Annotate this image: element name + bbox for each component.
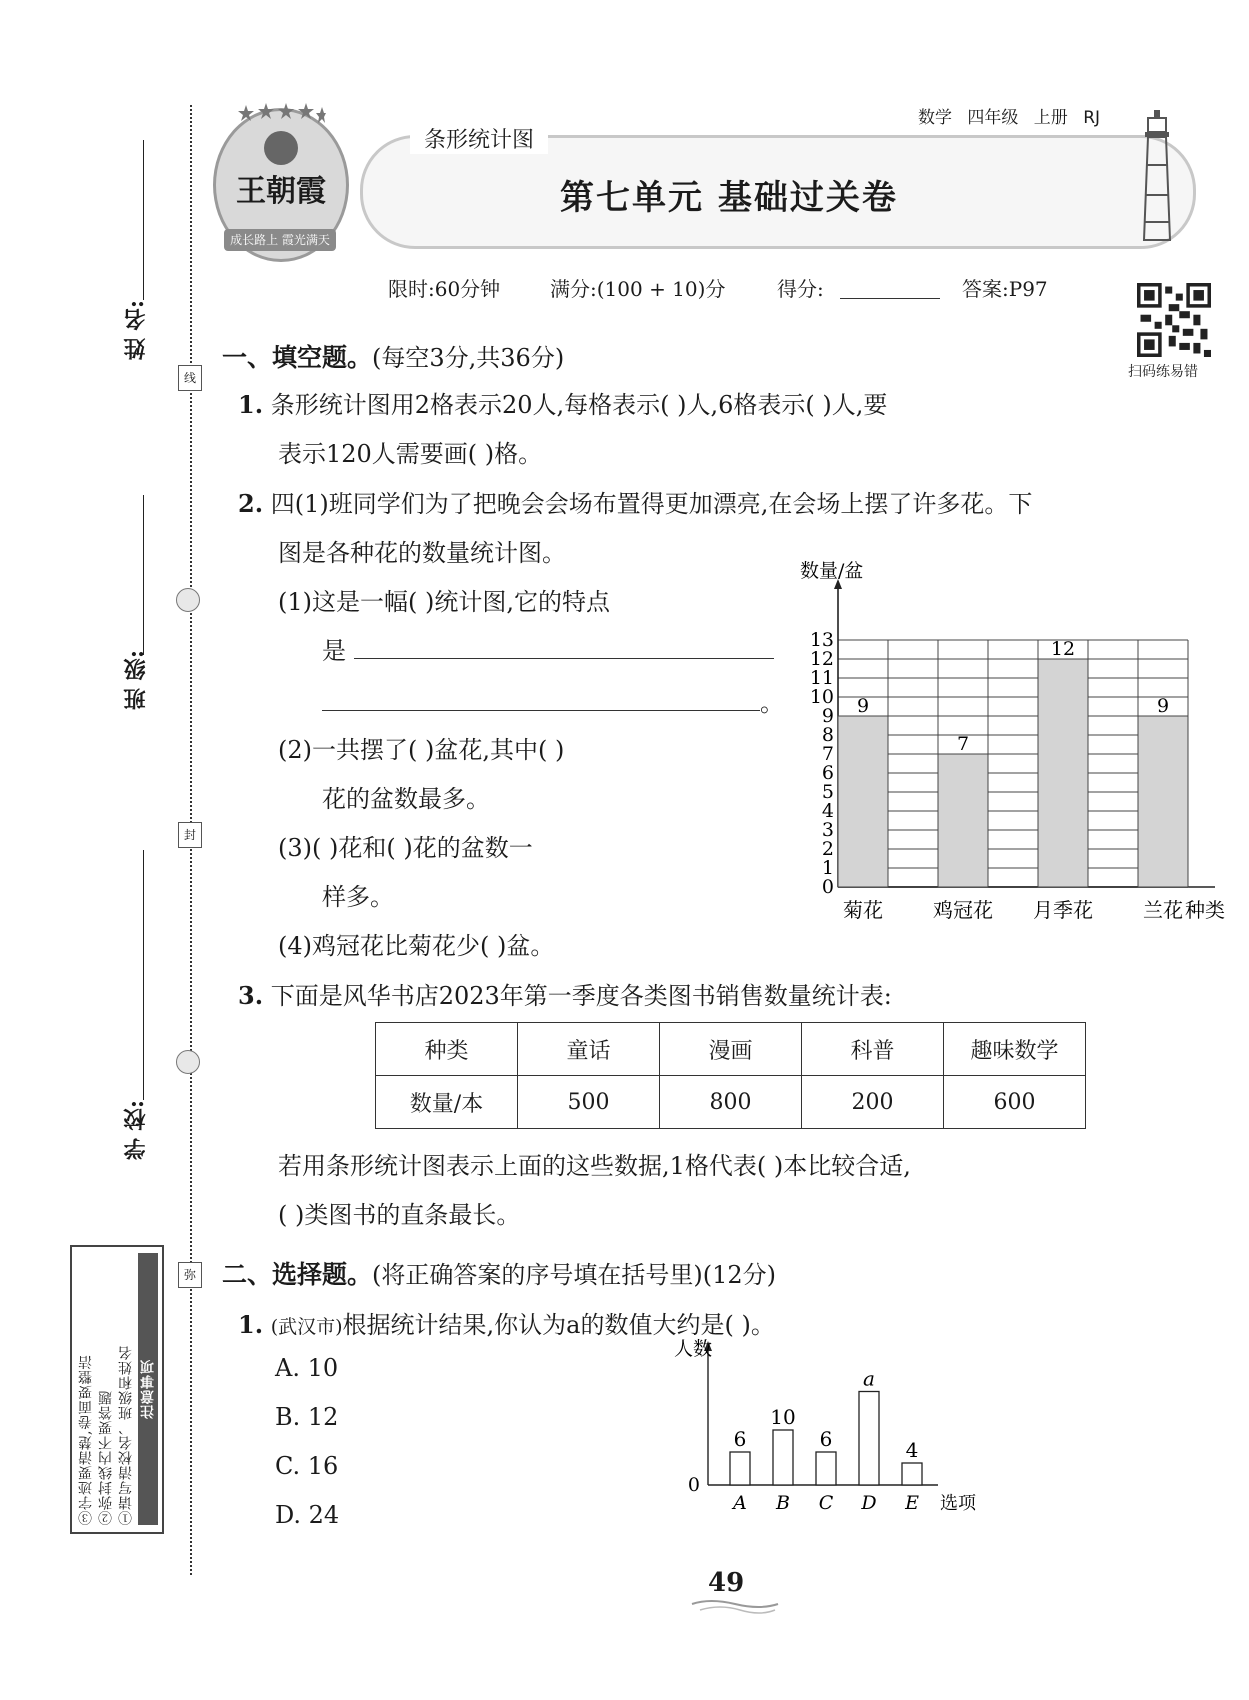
- bar-value-label: 6: [819, 1427, 833, 1451]
- q2-part2-a: (2)一共摆了( )盆花,其中( ): [278, 736, 565, 764]
- x-tick-label: 鸡冠花: [933, 898, 993, 922]
- table-header-cell: 童话: [518, 1023, 660, 1076]
- full-score: 满分:(100 + 10)分: [550, 277, 726, 301]
- s2-q1-text: 根据统计结果,你认为a的数值大约是( )。: [342, 1311, 775, 1339]
- q2-part1-c-text: 。: [760, 689, 784, 717]
- q2-part2-b: 花的盆数最多。: [322, 785, 490, 813]
- x-tick-label: C: [818, 1492, 834, 1514]
- bar-兰花: [1138, 716, 1188, 887]
- y-tick-label: 0: [821, 876, 834, 898]
- lighthouse-icon: [1142, 110, 1172, 240]
- time-limit: 限时:60分钟: [388, 277, 501, 301]
- score-label: 得分:: [777, 277, 824, 301]
- q2-part3-b: 样多。: [322, 883, 394, 911]
- q2-number: 2.: [238, 489, 264, 518]
- y-tick-label: 3: [821, 819, 834, 841]
- option-c[interactable]: C. 16: [275, 1452, 339, 1480]
- q3-text-3: ( )类图书的直条最长。: [278, 1201, 521, 1229]
- bar-B: [773, 1430, 793, 1485]
- page-title: 第七单元 基础过关卷: [560, 178, 898, 218]
- q2-answer-blank-2[interactable]: [322, 688, 760, 711]
- qr-caption: 扫码练易错: [1128, 364, 1198, 380]
- section1-title: 一、填空题。: [222, 343, 373, 372]
- table-header-cell: 趣味数学: [944, 1023, 1086, 1076]
- stars-icon: [236, 103, 326, 127]
- binding-mark-seal: 封: [178, 822, 202, 848]
- notice-item-1: ①请写清校名、班级和姓名: [118, 1345, 134, 1525]
- answer-ref: 答案:P97: [962, 277, 1048, 301]
- brand-logo: [213, 108, 349, 262]
- y-tick-label: 10: [809, 686, 834, 708]
- section1-note: (每空3分,共36分): [372, 344, 565, 372]
- logo-slogan: 成长路上 霞光满天: [224, 229, 336, 251]
- table-cell: 数量/本: [376, 1076, 518, 1129]
- q1-text-1: 条形统计图用2格表示20人,每格表示( )人,6格表示( )人,要: [270, 391, 888, 419]
- x-axis-label: 选项: [940, 1493, 976, 1514]
- school-blank[interactable]: [143, 850, 144, 1100]
- logo-text: 王朝霞: [236, 174, 326, 209]
- q2-part1-b: [322, 631, 774, 666]
- q2-text-1: 四(1)班同学们为了把晚会会场布置得更加漂亮,在会场上摆了许多花。下: [270, 490, 1033, 518]
- page-number: 49: [708, 1568, 745, 1598]
- x-tick-label: B: [776, 1492, 790, 1514]
- q1-text-2: 表示120人需要画( )格。: [278, 440, 543, 468]
- binding-knot-icon: [176, 588, 200, 612]
- x-tick-label: D: [861, 1492, 877, 1514]
- bar-菊花: [838, 716, 888, 887]
- y-tick-label: 2: [821, 838, 834, 860]
- q2-text-2: 图是各种花的数量统计图。: [278, 539, 566, 567]
- x-tick-label: A: [733, 1492, 747, 1514]
- q3-text-1: 下面是风华书店2023年第一季度各类图书销售数量统计表:: [270, 982, 892, 1010]
- y-tick-label: 5: [821, 781, 834, 803]
- notice-box: [70, 1245, 164, 1534]
- y-tick-label: 9: [821, 705, 834, 727]
- y-tick-label: 1: [821, 857, 834, 879]
- q1-line1: [238, 385, 887, 420]
- s2-q1-number: 1.: [238, 1310, 264, 1339]
- section2-heading: [222, 1255, 776, 1291]
- x-tick-label: 菊花: [843, 898, 883, 922]
- table-row: [376, 1076, 1086, 1129]
- x-tick-label: 兰花: [1143, 898, 1183, 922]
- score-blank[interactable]: [840, 298, 940, 299]
- qr-code-icon: [1137, 283, 1211, 357]
- x-tick-label: E: [905, 1492, 919, 1514]
- option-b[interactable]: B. 12: [275, 1403, 339, 1431]
- x-axis-label: 种类: [1185, 898, 1225, 922]
- q1-number: 1.: [238, 390, 264, 419]
- y-tick-label: 11: [809, 667, 834, 689]
- q2-part4: (4)鸡冠花比菊花少( )盆。: [278, 932, 555, 960]
- origin-label: 0: [687, 1474, 700, 1496]
- bar-value-label: 12: [1050, 638, 1076, 660]
- q2-part1-b-text: 是: [322, 637, 346, 665]
- table-cell: 500: [518, 1076, 660, 1129]
- school-label: 学 校:: [123, 1100, 149, 1160]
- q3-line1: [238, 976, 892, 1011]
- binding-knot-icon: [176, 1050, 200, 1074]
- name-label: 姓 名:: [123, 300, 149, 360]
- q2-line1: [238, 484, 1032, 519]
- table-header-cell: 种类: [376, 1023, 518, 1076]
- binding-mark-secret: 弥: [178, 1262, 202, 1288]
- bar-鸡冠花: [938, 754, 988, 887]
- q2-part1-a: (1)这是一幅( )统计图,它的特点: [278, 588, 610, 616]
- notice-title: 注意事项: [138, 1253, 158, 1525]
- author-avatar: [264, 131, 298, 165]
- q3-number: 3.: [238, 981, 264, 1010]
- q3-text-2: 若用条形统计图表示上面的这些数据,1格代表( )本比较合适,: [278, 1152, 911, 1180]
- table-cell: 600: [944, 1076, 1086, 1129]
- notice-item-3: ③字迹要清楚,卷面要整洁: [78, 1354, 94, 1525]
- y-tick-label: 6: [821, 762, 834, 784]
- q2-answer-blank-1[interactable]: [354, 636, 774, 659]
- bar-D: [859, 1392, 879, 1486]
- topic-tag: 条形统计图: [410, 123, 548, 154]
- y-tick-label: 8: [821, 724, 834, 746]
- class-blank[interactable]: [143, 495, 144, 655]
- bar-value-label: 10: [770, 1405, 796, 1429]
- section2-title: 二、选择题。: [222, 1260, 373, 1289]
- option-d[interactable]: D. 24: [275, 1501, 340, 1529]
- y-axis-label: 数量/盆: [800, 560, 864, 582]
- bar-E: [902, 1463, 922, 1485]
- x-tick-label: 月季花: [1033, 898, 1093, 922]
- name-blank[interactable]: [143, 140, 144, 300]
- bar-value-label: 6: [733, 1427, 747, 1451]
- binding-mark-line: 线: [178, 365, 202, 391]
- bar-value-label: 7: [956, 733, 970, 755]
- table-header-cell: 漫画: [660, 1023, 802, 1076]
- subject-line: 数学 四年级 上册 RJ: [918, 108, 1101, 128]
- table-cell: 200: [802, 1076, 944, 1129]
- y-tick-label: 13: [809, 629, 834, 651]
- bar-A: [730, 1452, 750, 1485]
- book-sales-table: [375, 1022, 1086, 1129]
- bar-value-label: 9: [1156, 695, 1170, 717]
- flower-bar-chart: [800, 560, 1225, 945]
- bar-月季花: [1038, 659, 1088, 887]
- bar-C: [816, 1452, 836, 1485]
- s2-q1-source: (武汉市): [270, 1316, 343, 1338]
- table-cell: 800: [660, 1076, 802, 1129]
- option-bar-chart: [670, 1335, 990, 1520]
- y-tick-label: 7: [821, 743, 834, 765]
- bar-value-label: 4: [905, 1438, 919, 1462]
- class-label: 班 级:: [123, 650, 149, 710]
- table-row: [376, 1023, 1086, 1076]
- notice-item-2: ②弥封线内不要答题: [98, 1390, 114, 1525]
- section2-note: (将正确答案的序号填在括号里)(12分): [372, 1261, 777, 1289]
- wave-ornament-icon: [690, 1598, 780, 1614]
- table-header-cell: 科普: [802, 1023, 944, 1076]
- q2-part1-c: [322, 683, 784, 718]
- q2-part3-a: (3)( )花和( )花的盆数一: [278, 834, 533, 862]
- y-tick-label: 4: [821, 800, 834, 822]
- option-a[interactable]: A. 10: [275, 1354, 339, 1382]
- y-tick-label: 12: [809, 648, 834, 670]
- bar-value-label: 9: [856, 695, 870, 717]
- section1-heading: [222, 338, 564, 374]
- y-axis-label: 人数: [674, 1338, 713, 1360]
- bar-value-label: a: [863, 1366, 875, 1391]
